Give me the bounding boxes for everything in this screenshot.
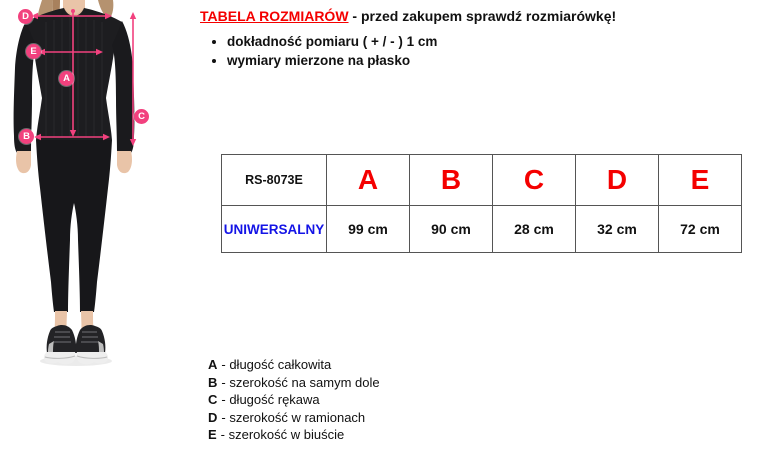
size-chart-subtitle: - przed zakupem sprawdź rozmiarówkę! [352,8,617,24]
size-table [221,154,742,253]
legend-label: - długość całkowita [221,357,332,372]
sneaker-left [44,325,76,364]
column-header-a: A [327,155,410,206]
value-cell-a: 99 cm [327,206,410,253]
measurement-legend [208,356,380,444]
legend-key: C [208,392,218,407]
product-photo [0,0,190,368]
title-line [200,8,760,24]
size-name-cell: UNIWERSALNY [222,206,327,253]
measurement-marker-d: D [18,9,33,24]
note-item-flat: • wymiary mierzone na płasko [227,51,760,70]
legend-label: - długość rękawa [221,392,320,407]
value-cell-c: 28 cm [493,206,576,253]
legend-key: E [208,427,217,442]
table-header-row [222,155,742,206]
legend-key: D [208,409,218,425]
measurement-marker-b: B [19,129,34,144]
note-item-accuracy: • dokładność pomiaru ( + / - ) 1 cm [227,32,760,51]
legend-item-e [208,426,380,444]
legend-item-c [208,391,380,409]
measurement-marker-e: E [26,44,41,59]
legend-label: - szerokość w ramionach [221,409,366,425]
measurement-marker-a: A [59,71,74,86]
legend-label: - szerokość na samym dole [221,374,380,390]
product-code-cell: RS-8073E [222,155,327,206]
header [200,8,760,70]
measurement-notes [200,32,760,70]
legend-key: B [208,374,218,390]
black-leggings [36,140,112,312]
value-cell-e: 72 cm [659,206,742,253]
value-cell-d: 32 cm [576,206,659,253]
table-data-row [222,206,742,253]
legend-label: - szerokość w biuście [220,427,345,442]
column-header-b: B [410,155,493,206]
column-header-e: E [659,155,742,206]
column-header-d: D [576,155,659,206]
measurement-marker-c: C [134,109,149,124]
sneaker-right [76,325,108,364]
legend-key: A [208,357,218,372]
legend-item-b [208,374,380,392]
legend-item-d [208,409,380,427]
size-chart-title: TABELA ROZMIARÓW [200,8,349,24]
value-cell-b: 90 cm [410,206,493,253]
column-header-c: C [493,155,576,206]
legend-item-a [208,356,380,374]
